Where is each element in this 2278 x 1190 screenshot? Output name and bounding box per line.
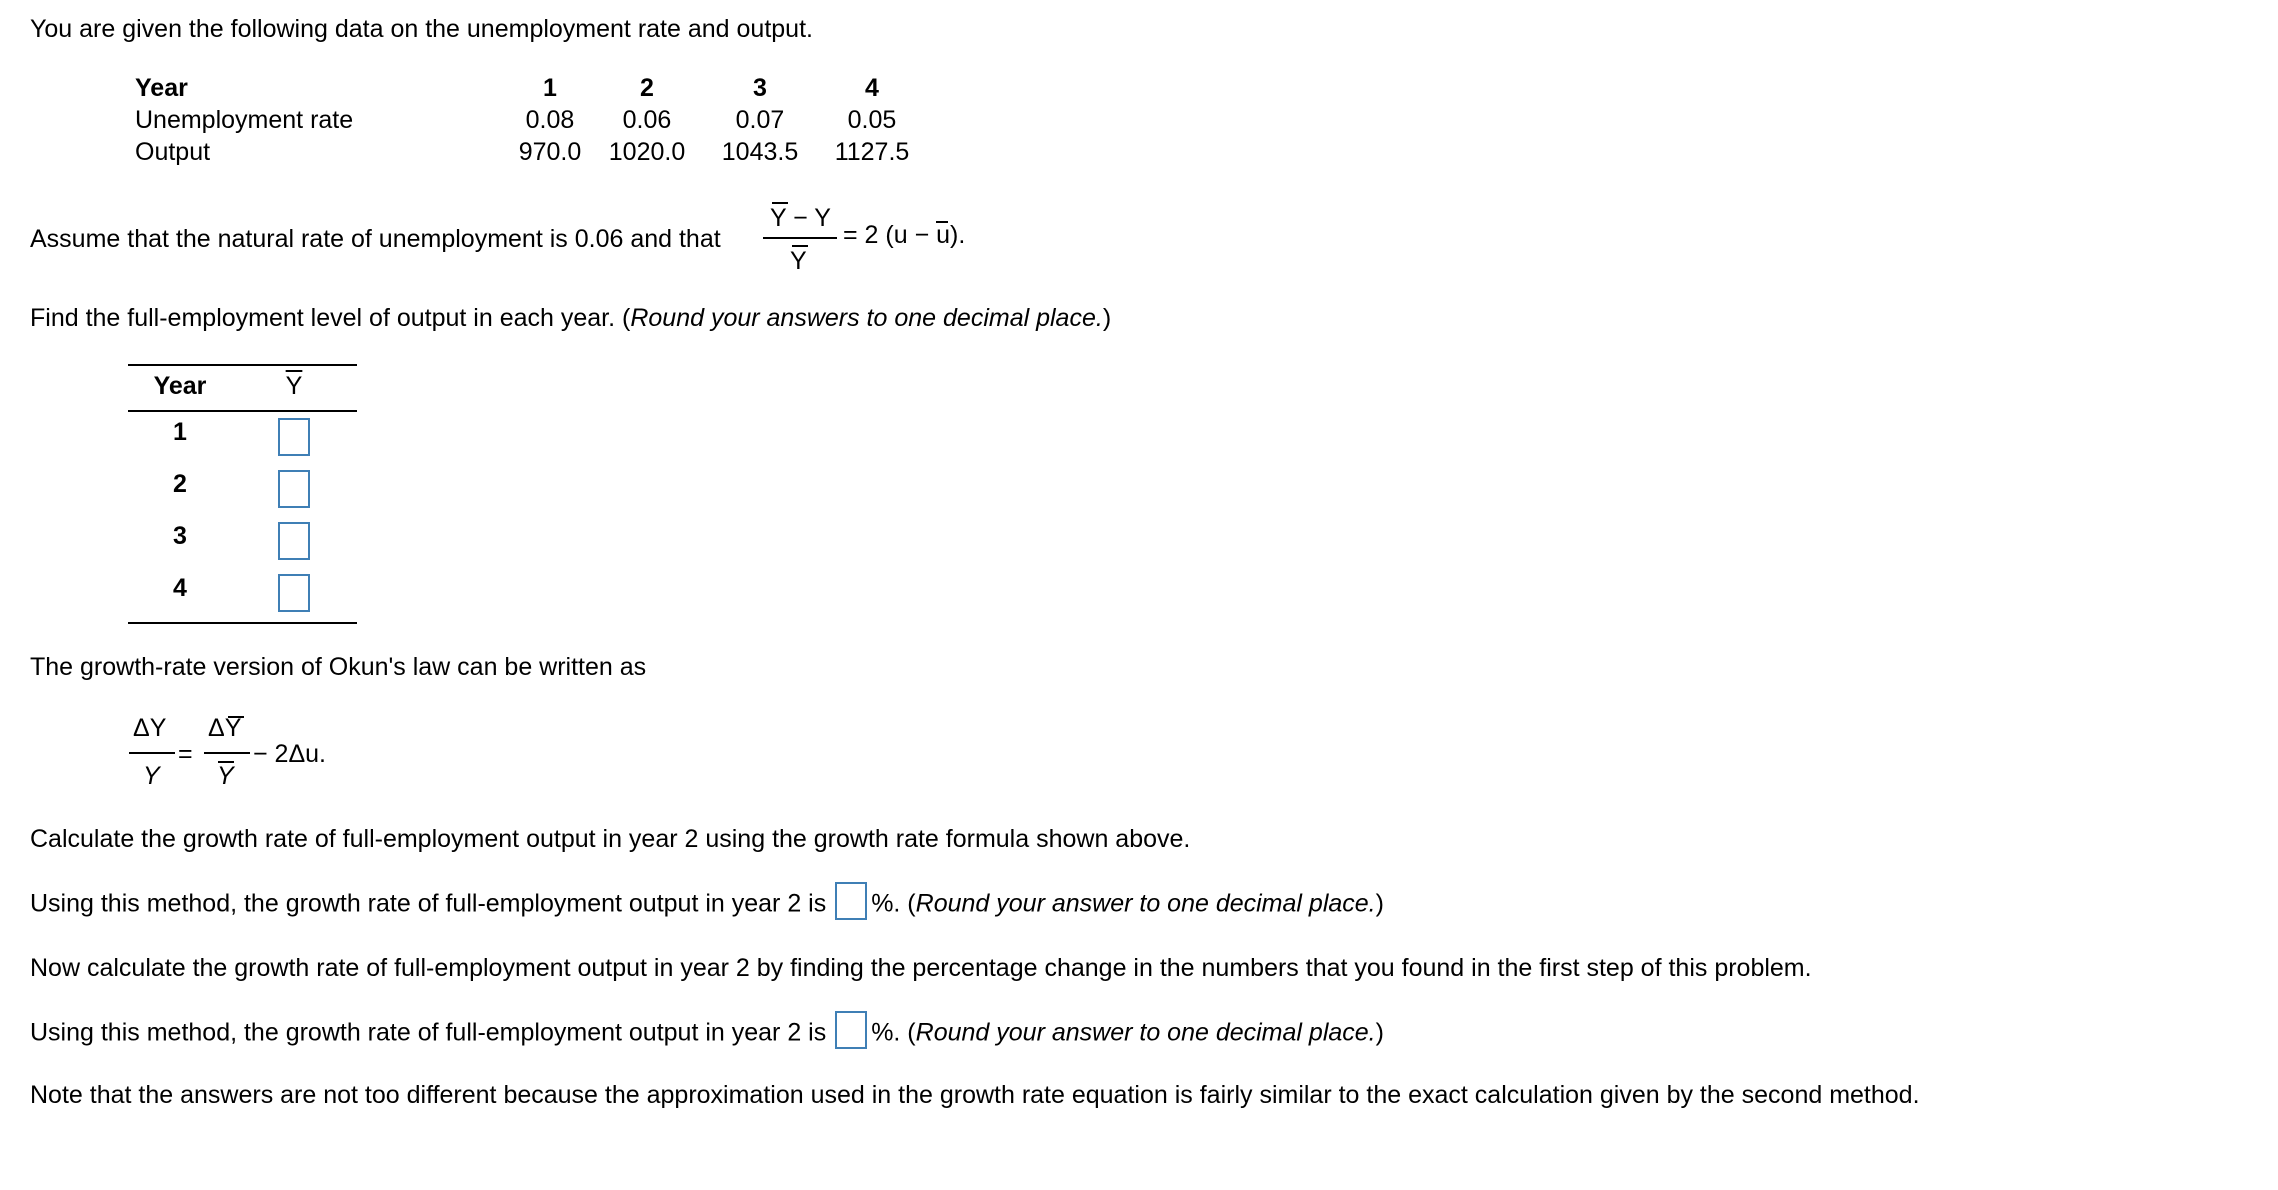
output-value: 970.0	[518, 138, 582, 166]
answer-header-year: Year	[153, 372, 207, 400]
ybar-year-3-input[interactable]	[278, 522, 310, 560]
output-value: 1127.5	[834, 138, 910, 166]
year-header-4: 4	[865, 74, 879, 102]
method2-hint: Round your answer to one decimal place.	[915, 1018, 1376, 1047]
equation-rhs: = 2 (u − u).	[843, 221, 966, 249]
ybar-year-4-input[interactable]	[278, 574, 310, 612]
table-top-rule	[128, 364, 357, 366]
assume-text: Assume that the natural rate of unemployment is 0.06 and that	[30, 225, 721, 253]
ybar-year-1-input[interactable]	[278, 418, 310, 456]
unemployment-value: 0.05	[847, 106, 897, 134]
method1-hint: Round your answer to one decimal place.	[915, 889, 1376, 918]
output-value: 1020.0	[608, 138, 686, 166]
okun-intro: The growth-rate version of Okun's law can be written as	[30, 653, 647, 681]
unemployment-value: 0.07	[735, 106, 785, 134]
note-text: Note that the answers are not too different because the approximation used in the growth rate equation is fairly similar to the exact calculation given by the second method.	[30, 1081, 1920, 1109]
method1-line: Using this method, the growth rate of full-employment output in year 2 is %. (Round your answer to one decimal place.)	[30, 890, 1384, 920]
equation-fraction	[755, 198, 985, 278]
okun-formula-svg	[125, 712, 365, 792]
answer-year: 4	[173, 574, 187, 602]
year-header-3: 3	[753, 74, 767, 102]
output-value: 1043.5	[721, 138, 799, 166]
fraction-numerator: Y − Y	[770, 204, 831, 232]
answer-header-ybar: $\overline{Y}$	[285, 372, 303, 400]
okun-tail: − 2Δu.	[253, 740, 326, 768]
answer-year: 1	[173, 418, 187, 446]
find-prompt: Find the full-employment level of output in each year. (Round your answers to one decimal place.)	[30, 304, 1112, 332]
growth-rate-method1-input[interactable]	[835, 882, 867, 920]
now-prompt: Now calculate the growth rate of full-employment output in year 2 by finding the percentage change in the numbers that you found in the first step of this problem.	[30, 954, 1812, 982]
row-label-output: Output	[135, 138, 211, 166]
year-header-2: 2	[640, 74, 654, 102]
okun-equals: =	[178, 740, 193, 768]
calc-prompt: Calculate the growth rate of full-employment output in year 2 using the growth rate formula shown above.	[30, 825, 1191, 853]
row-label-year: Year	[135, 74, 188, 102]
ybar-year-2-input[interactable]	[278, 470, 310, 508]
find-hint: Round your answers to one decimal place.	[630, 304, 1103, 332]
okun-lhs-denominator: Y	[143, 762, 160, 790]
answer-year: 3	[173, 522, 187, 550]
growth-rate-method2-input[interactable]	[835, 1011, 867, 1049]
year-header-1: 1	[543, 74, 557, 102]
method2-line: Using this method, the growth rate of full-employment output in year 2 is %. (Round your answer to one decimal place.)	[30, 1019, 1384, 1049]
row-label-unemployment: Unemployment rate	[135, 106, 354, 134]
unemployment-value: 0.06	[622, 106, 672, 134]
table-header-rule	[128, 410, 357, 412]
intro-text: You are given the following data on the unemployment rate and output.	[30, 15, 813, 43]
okun-rhs-numerator: ΔY	[208, 714, 242, 742]
okun-rhs-denominator: Y	[217, 762, 234, 790]
okun-lhs-numerator: ΔY	[133, 714, 167, 742]
fraction-denominator: Y	[790, 247, 807, 275]
table-bottom-rule	[128, 622, 357, 624]
answer-year: 2	[173, 470, 187, 498]
unemployment-value: 0.08	[525, 106, 575, 134]
